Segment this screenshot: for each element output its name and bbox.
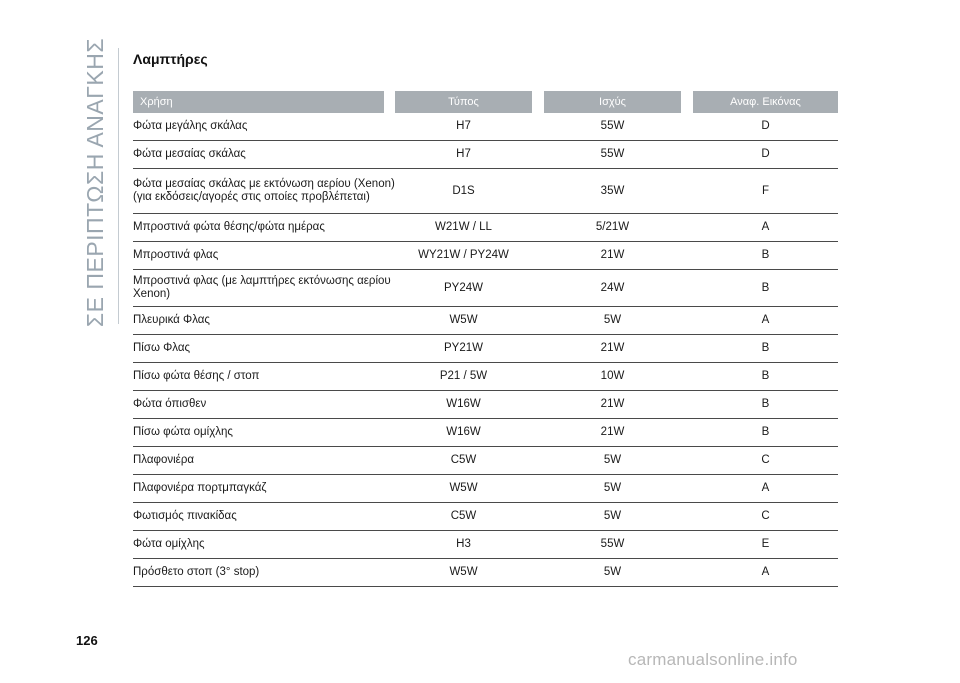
row-type: WY21W / PY24W xyxy=(418,249,509,261)
row-usage: Πρόσθετο στοπ (3° stop) xyxy=(133,566,260,578)
table-header xyxy=(133,91,838,113)
row-power: 5W xyxy=(603,482,622,494)
row-type: PY21W xyxy=(444,342,483,354)
row-type: W5W xyxy=(449,314,478,326)
table-row xyxy=(133,363,838,391)
row-power: 21W xyxy=(600,342,625,354)
row-usage: Φώτα όπισθεν xyxy=(133,398,207,410)
row-figure-ref: B xyxy=(761,249,770,261)
row-type: H7 xyxy=(456,148,471,160)
watermark: carmanualsonline.info xyxy=(628,650,798,669)
side-section-title-text: ΣΕ ΠΕΡΙΠΤΩΣΗ ΑΝΑΓΚΗΣ xyxy=(82,37,109,327)
row-type: C5W xyxy=(450,454,477,466)
row-type: W21W / LL xyxy=(435,221,492,233)
section-title: Λαμπτήρες xyxy=(133,51,208,67)
row-type: P21 / 5W xyxy=(439,370,488,382)
header-usage: Χρήση xyxy=(133,91,384,113)
row-power: 55W xyxy=(600,538,625,550)
row-power: 10W xyxy=(600,370,625,382)
table-row xyxy=(133,169,838,214)
row-figure-ref: A xyxy=(761,566,770,578)
row-figure-ref: C xyxy=(761,510,770,522)
row-usage: Φώτα μεσαίας σκάλας με εκτόνωση αερίου (Xenon) (για εκδόσεις/αγορές στις οποίες προβλέπεται) xyxy=(133,178,395,203)
row-power: 5W xyxy=(603,314,622,326)
row-power: 5W xyxy=(603,454,622,466)
row-power: 5/21W xyxy=(595,221,630,233)
table-row xyxy=(133,113,838,141)
header-power: Ισχύς xyxy=(544,91,681,113)
header-figure-ref: Αναφ. Εικόνας xyxy=(693,91,838,113)
row-power: 21W xyxy=(600,398,625,410)
table-row xyxy=(133,242,838,270)
row-power: 55W xyxy=(600,120,625,132)
row-power: 21W xyxy=(600,426,625,438)
row-figure-ref: E xyxy=(761,538,770,550)
row-usage: Πλευρικά Φλας xyxy=(133,314,210,326)
row-usage: Φωτισμός πινακίδας xyxy=(133,510,237,522)
table-row xyxy=(133,559,838,587)
row-figure-ref: A xyxy=(761,482,770,494)
row-usage: Φώτα μεσαίας σκάλας xyxy=(133,148,246,160)
table-body xyxy=(133,113,838,587)
row-type: W16W xyxy=(446,398,481,410)
table-row xyxy=(133,270,838,307)
row-figure-ref: A xyxy=(761,314,770,326)
row-figure-ref: D xyxy=(761,148,770,160)
row-type: H3 xyxy=(456,538,471,550)
row-type: C5W xyxy=(450,510,477,522)
row-type: D1S xyxy=(452,184,475,197)
row-type: W5W xyxy=(449,482,478,494)
table-row xyxy=(133,447,838,475)
side-divider xyxy=(118,48,119,324)
row-type: W16W xyxy=(446,426,481,438)
row-figure-ref: B xyxy=(761,342,770,354)
row-usage: Μπροστινά φώτα θέσης/φώτα ημέρας xyxy=(133,221,325,233)
row-usage: Πίσω φώτα θέσης / στοπ xyxy=(133,370,260,382)
bulbs-table xyxy=(133,91,838,587)
row-type: W5W xyxy=(449,566,478,578)
row-usage: Πίσω Φλας xyxy=(133,342,191,354)
row-usage: Φώτα μεγάλης σκάλας xyxy=(133,120,248,132)
table-row xyxy=(133,475,838,503)
row-usage: Πίσω φώτα ομίχλης xyxy=(133,426,233,438)
row-power: 5W xyxy=(603,510,622,522)
side-section-title xyxy=(72,37,120,327)
row-figure-ref: A xyxy=(761,221,770,233)
table-row xyxy=(133,419,838,447)
row-usage: Μπροστινά φλας (με λαμπτήρες εκτόνωσης αερίου Xenon) xyxy=(133,275,391,300)
table-row xyxy=(133,335,838,363)
row-power: 35W xyxy=(600,184,625,197)
row-usage: Πλαφονιέρα xyxy=(133,454,195,466)
page-number: 126 xyxy=(76,633,98,648)
table-row xyxy=(133,307,838,335)
row-power: 24W xyxy=(600,281,625,294)
row-figure-ref: B xyxy=(761,370,770,382)
row-figure-ref: B xyxy=(761,398,770,410)
row-type: PY24W xyxy=(444,281,483,294)
row-figure-ref: C xyxy=(761,454,770,466)
row-figure-ref: B xyxy=(761,281,770,294)
table-row xyxy=(133,141,838,169)
table-row xyxy=(133,391,838,419)
row-power: 5W xyxy=(603,566,622,578)
row-figure-ref: B xyxy=(761,426,770,438)
row-usage: Μπροστινά φλας xyxy=(133,249,219,261)
row-usage: Φώτα ομίχλης xyxy=(133,538,205,550)
header-type: Τύπος xyxy=(395,91,532,113)
row-usage: Πλαφονιέρα πορτμπαγκάζ xyxy=(133,482,267,494)
table-row xyxy=(133,503,838,531)
row-power: 21W xyxy=(600,249,625,261)
table-row xyxy=(133,214,838,242)
row-power: 55W xyxy=(600,148,625,160)
table-row xyxy=(133,531,838,559)
row-figure-ref: D xyxy=(761,120,770,132)
row-figure-ref: F xyxy=(761,184,770,197)
row-type: H7 xyxy=(456,120,471,132)
